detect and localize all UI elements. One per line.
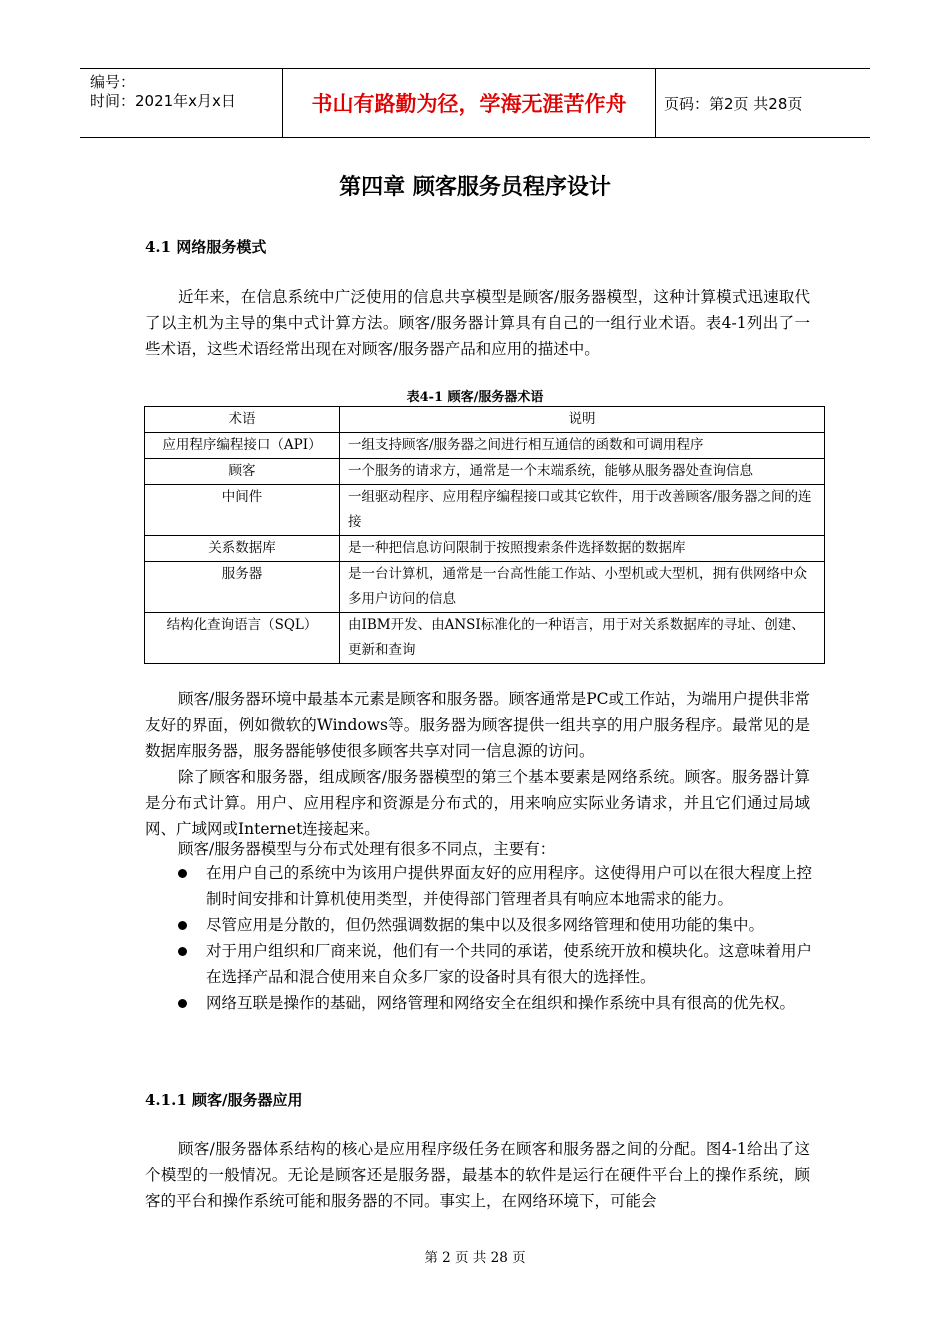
page-header: [80, 68, 870, 138]
header-motto: 书山有路勤为径，学海无涯苦作舟: [283, 69, 656, 137]
table-cell-term: 应用程序编程接口（API）: [145, 433, 340, 459]
table-header-desc: 说明: [340, 407, 825, 433]
difference-list: [172, 860, 812, 1016]
list-item: [172, 938, 812, 990]
table-caption: 表4-1 顾客/服务器术语: [406, 390, 544, 405]
bullet-dot-icon: [178, 947, 187, 956]
paragraph-basic-elements: 顾客/服务器环境中最基本元素是顾客和服务器。顾客通常是PC或工作站，为端用户提供非常友好的界面，例如微软的Windows等。服务器为顾客提供一组共享的用户服务程序。最常见的是数据库服务器，服务器能够使很多顾客共享对同一信息源的访问。: [145, 690, 811, 760]
table-cell-desc: 一组驱动程序、应用程序编程接口或其它软件，用于改善顾客/服务器之间的连接: [340, 485, 825, 536]
list-item: [172, 990, 812, 1016]
table-row: [145, 433, 825, 459]
table-cell-desc: 由IBM开发、由ANSI标准化的一种语言，用于对关系数据库的寻址、创建、更新和查询: [340, 613, 825, 664]
table-cell-term: 关系数据库: [145, 536, 340, 562]
terms-table: [144, 406, 825, 664]
section-heading-4-1-1: 4.1.1 顾客/服务器应用: [145, 1091, 303, 1109]
number-label: 编号：: [90, 73, 136, 91]
list-item: [172, 912, 812, 938]
list-item-text: 网络互联是操作的基础，网络管理和网络安全在组织和操作系统中具有很高的优先权。: [206, 994, 796, 1012]
table-cell-term: 顾客: [145, 459, 340, 485]
section-heading-4-1: 4.1 网络服务模式: [145, 238, 267, 256]
table-header-term: 术语: [145, 407, 340, 433]
table-row: [145, 485, 825, 536]
table-header-row: [145, 407, 825, 433]
paragraph-differences: 顾客/服务器模型与分布式处理有很多不同点，主要有：: [178, 840, 556, 858]
table-cell-term: 服务器: [145, 562, 340, 613]
header-left-cell: [80, 69, 283, 137]
bullet-dot-icon: [178, 869, 187, 878]
page-footer: 第 2 页 共 28 页: [424, 1250, 526, 1266]
bullet-dot-icon: [178, 921, 187, 930]
paragraph-network-system: 除了顾客和服务器，组成顾客/服务器模型的第三个基本要素是网络系统。顾客。服务器计算是分布式计算。用户、应用程序和资源是分布式的，用来响应实际业务请求，并且它们通过局域网、广域网或Internet连接起来。: [145, 768, 810, 838]
table-cell-desc: 一个服务的请求方，通常是一个末端系统，能够从服务器处查询信息: [340, 459, 825, 485]
table-row: [145, 459, 825, 485]
paragraph-client-server-app: 顾客/服务器体系结构的核心是应用程序级任务在顾客和服务器之间的分配。图4-1给出了这个模型的一般情况。无论是顾客还是服务器，最基本的软件是运行在硬件平台上的操作系统，顾客的平台和操作系统可能和服务器的不同。事实上，在网络环境下，可能会: [145, 1140, 810, 1210]
chapter-title: 第四章 顾客服务员程序设计: [339, 175, 611, 200]
table-cell-term: 中间件: [145, 485, 340, 536]
date-label: 时间：2021年x月x日: [90, 92, 236, 110]
list-item-text: 对于用户组织和厂商来说，他们有一个共同的承诺，使系统开放和模块化。这意味着用户在选择产品和混合使用来自众多厂家的设备时具有很大的选择性。: [206, 942, 812, 986]
table-row: [145, 562, 825, 613]
header-page-code: 页码：第2页 共28页: [664, 95, 803, 113]
list-item-text: 尽管应用是分散的，但仍然强调数据的集中以及很多网络管理和使用功能的集中。: [206, 916, 765, 934]
table-cell-desc: 是一台计算机，通常是一台高性能工作站、小型机或大型机，拥有供网络中众多用户访问的信息: [340, 562, 825, 613]
list-item-text: 在用户自己的系统中为该用户提供界面友好的应用程序。这使得用户可以在很大程度上控制时间安排和计算机使用类型，并使得部门管理者具有响应本地需求的能力。: [206, 864, 812, 908]
list-item: [172, 860, 812, 912]
table-cell-desc: 是一种把信息访问限制于按照搜索条件选择数据的数据库: [340, 536, 825, 562]
bullet-dot-icon: [178, 999, 187, 1008]
table-cell-term: 结构化查询语言（SQL）: [145, 613, 340, 664]
paragraph-intro: 近年来，在信息系统中广泛使用的信息共享模型是顾客/服务器模型，这种计算模式迅速取代了以主机为主导的集中式计算方法。顾客/服务器计算具有自己的一组行业术语。表4-1列出了一些术语，这些术语经常出现在对顾客/服务器产品和应用的描述中。: [145, 288, 810, 358]
table-row: [145, 613, 825, 664]
table-cell-desc: 一组支持顾客/服务器之间进行相互通信的函数和可调用程序: [340, 433, 825, 459]
table-row: [145, 536, 825, 562]
